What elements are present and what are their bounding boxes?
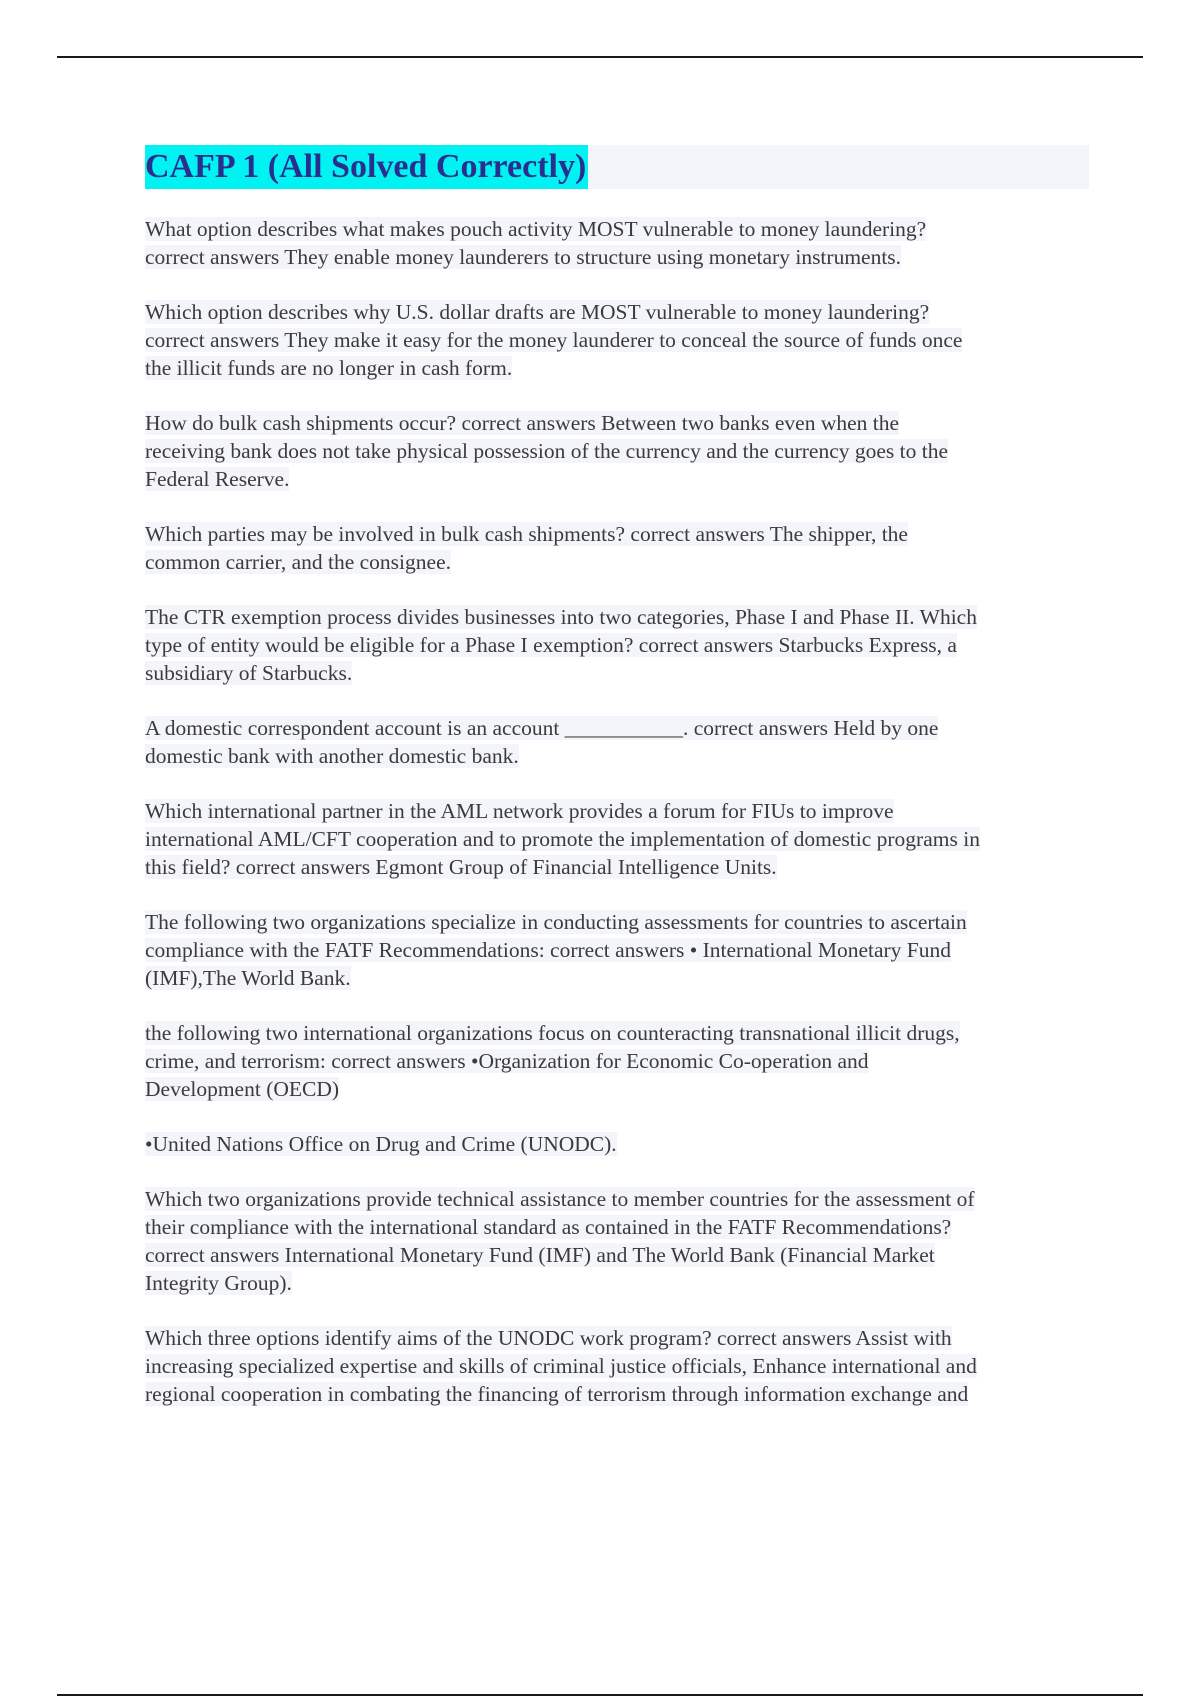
qa-paragraph [145, 797, 1089, 881]
line-text: Which three options identify aims of the UNODC work program? correct answers Assist with [145, 1326, 952, 1350]
qa-paragraph [145, 409, 1089, 493]
paragraph-line [145, 298, 1089, 326]
paragraph-line [145, 437, 1089, 465]
line-text: •United Nations Office on Drug and Crime (UNODC). [145, 1132, 617, 1156]
line-text: the illicit funds are no longer in cash form. [145, 356, 513, 380]
paragraph-line [145, 354, 1089, 382]
paragraph-line [145, 1185, 1089, 1213]
line-text: regional cooperation in combating the financing of terrorism through information exchange and [145, 1382, 969, 1406]
paragraph-line [145, 1047, 1089, 1075]
document-body [145, 145, 1089, 1435]
paragraph-line [145, 1269, 1089, 1297]
paragraph-line [145, 326, 1089, 354]
line-text: Which parties may be involved in bulk cash shipments? correct answers The shipper, the [145, 522, 908, 546]
line-text: Which option describes why U.S. dollar drafts are MOST vulnerable to money laundering? [145, 300, 930, 324]
paragraph-line [145, 742, 1089, 770]
line-text: crime, and terrorism: correct answers •Organization for Economic Co-operation and [145, 1049, 869, 1073]
qa-paragraph [145, 1324, 1089, 1408]
paragraph-line [145, 1019, 1089, 1047]
line-text: subsidiary of Starbucks. [145, 661, 353, 685]
bottom-rule [57, 1694, 1143, 1696]
line-text: correct answers They make it easy for the money launderer to conceal the source of funds once [145, 328, 963, 352]
paragraph-line [145, 465, 1089, 493]
line-text: this field? correct answers Egmont Group of Financial Intelligence Units. [145, 855, 777, 879]
top-rule [57, 56, 1143, 58]
paragraph-line [145, 853, 1089, 881]
document-title: CAFP 1 (All Solved Correctly) [145, 145, 588, 189]
title-band [145, 145, 1089, 189]
line-text: The CTR exemption process divides businesses into two categories, Phase I and Phase II. Which [145, 605, 977, 629]
qa-paragraph [145, 520, 1089, 576]
line-text: Development (OECD) [145, 1077, 340, 1101]
paragraph-line [145, 659, 1089, 687]
paragraph-line [145, 603, 1089, 631]
line-text: Which international partner in the AML network provides a forum for FIUs to improve [145, 799, 894, 823]
paragraph-line [145, 520, 1089, 548]
line-text: (IMF),The World Bank. [145, 966, 351, 990]
paragraph-line [145, 825, 1089, 853]
paragraph-line [145, 631, 1089, 659]
qa-paragraph [145, 1185, 1089, 1297]
line-text: Which two organizations provide technical assistance to member countries for the assessment of [145, 1187, 975, 1211]
paragraph-line [145, 1241, 1089, 1269]
paragraph-line [145, 1130, 1089, 1158]
line-text: How do bulk cash shipments occur? correct answers Between two banks even when the [145, 411, 900, 435]
paragraph-line [145, 1075, 1089, 1103]
qa-paragraph [145, 1019, 1089, 1103]
qa-paragraph [145, 298, 1089, 382]
line-text: common carrier, and the consignee. [145, 550, 451, 574]
paragraph-line [145, 409, 1089, 437]
line-text: international AML/CFT cooperation and to promote the implementation of domestic programs in [145, 827, 980, 851]
paragraph-line [145, 548, 1089, 576]
line-text: Federal Reserve. [145, 467, 290, 491]
qa-paragraph [145, 714, 1089, 770]
line-text: A domestic correspondent account is an account ___________. correct answers Held by one [145, 716, 939, 740]
paragraph-line [145, 1352, 1089, 1380]
line-text: their compliance with the international standard as contained in the FATF Recommendations? [145, 1215, 952, 1239]
paragraph-line [145, 1324, 1089, 1352]
paragraph-line [145, 1380, 1089, 1408]
qa-paragraph [145, 908, 1089, 992]
question-answer-list [145, 215, 1089, 1408]
paragraph-line [145, 243, 1089, 271]
paragraph-line [145, 797, 1089, 825]
paragraph-line [145, 936, 1089, 964]
line-text: The following two organizations specialize in conducting assessments for countries to ascertain [145, 910, 967, 934]
line-text: correct answers They enable money launderers to structure using monetary instruments. [145, 245, 902, 269]
qa-paragraph [145, 1130, 1089, 1158]
paragraph-line [145, 714, 1089, 742]
paragraph-line [145, 964, 1089, 992]
qa-paragraph [145, 603, 1089, 687]
line-text: increasing specialized expertise and skills of criminal justice officials, Enhance international and [145, 1354, 977, 1378]
paragraph-line [145, 1213, 1089, 1241]
line-text: the following two international organizations focus on counteracting transnational illicit drugs, [145, 1021, 960, 1045]
line-text: Integrity Group). [145, 1271, 292, 1295]
line-text: compliance with the FATF Recommendations: correct answers • International Monetary Fund [145, 938, 952, 962]
qa-paragraph [145, 215, 1089, 271]
line-text: type of entity would be eligible for a Phase I exemption? correct answers Starbucks Express, a [145, 633, 957, 657]
line-text: domestic bank with another domestic bank. [145, 744, 519, 768]
paragraph-line [145, 215, 1089, 243]
line-text: What option describes what makes pouch activity MOST vulnerable to money laundering? [145, 217, 927, 241]
line-text: correct answers International Monetary Fund (IMF) and The World Bank (Financial Market [145, 1243, 935, 1267]
paragraph-line [145, 908, 1089, 936]
line-text: receiving bank does not take physical possession of the currency and the currency goes to the [145, 439, 949, 463]
